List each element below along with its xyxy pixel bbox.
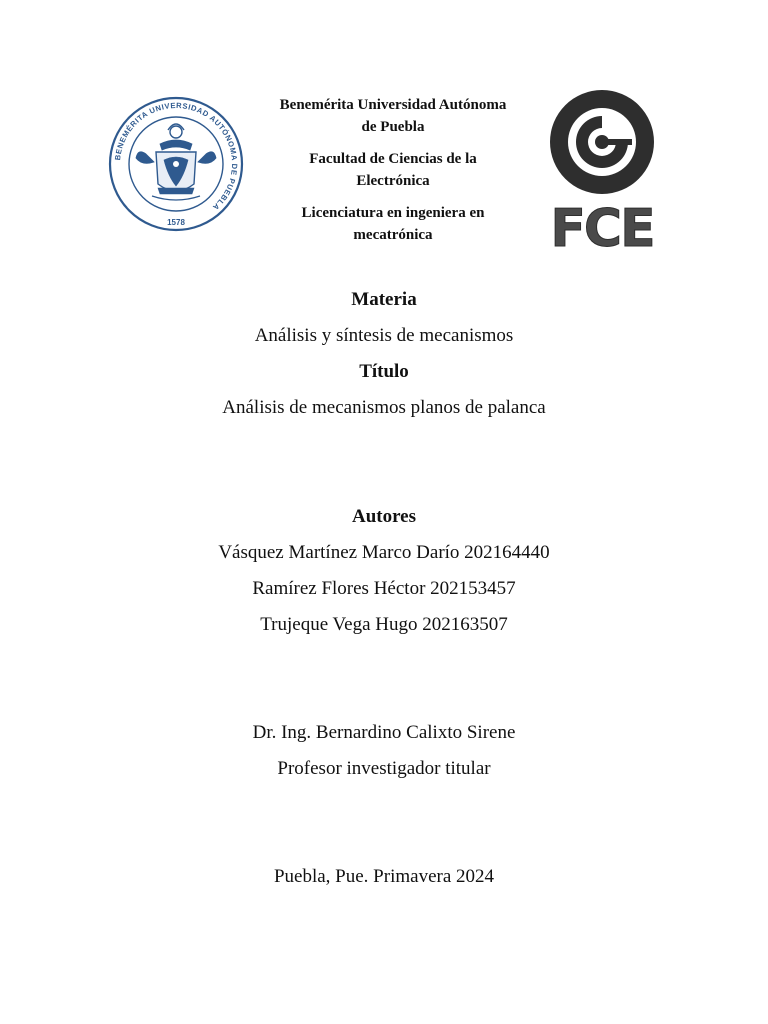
- subject-label: Materia: [351, 289, 417, 310]
- seal-ring-text: BENEMÉRITA UNIVERSIDAD AUTÓNOMA DE PUEBLA: [113, 100, 240, 213]
- professor-position: Profesor investigador titular: [277, 758, 491, 779]
- authors-label: Autores: [351, 506, 417, 527]
- seal-year: 1578: [167, 218, 185, 227]
- author-item: Trujeque Vega Hugo 202163507: [260, 614, 508, 635]
- university-name: Benemérita Universidad Autónoma de Puebla: [279, 97, 507, 135]
- title-label: Título: [359, 361, 409, 382]
- title-value: Análisis de mecanismos planos de palanca: [222, 397, 546, 418]
- institution-block: [250, 94, 536, 256]
- fce-logo-text: FCE: [550, 199, 654, 254]
- professor-name: Dr. Ing. Bernardino Calixto Sirene: [252, 722, 516, 743]
- fce-logo-icon: [538, 88, 666, 254]
- degree-name: Licenciatura en ingeniera en mecatrónica: [301, 205, 485, 243]
- faculty-name: Facultad de Ciencias de la Electrónica: [309, 151, 477, 189]
- author-item: Ramírez Flores Héctor 202153457: [252, 578, 516, 599]
- subject-value: Análisis y síntesis de mecanismos: [254, 325, 514, 346]
- place-date: Puebla, Pue. Primavera 2024: [273, 866, 495, 887]
- author-item: Vásquez Martínez Marco Darío 202164440: [218, 542, 550, 563]
- buap-seal-icon: [108, 92, 244, 236]
